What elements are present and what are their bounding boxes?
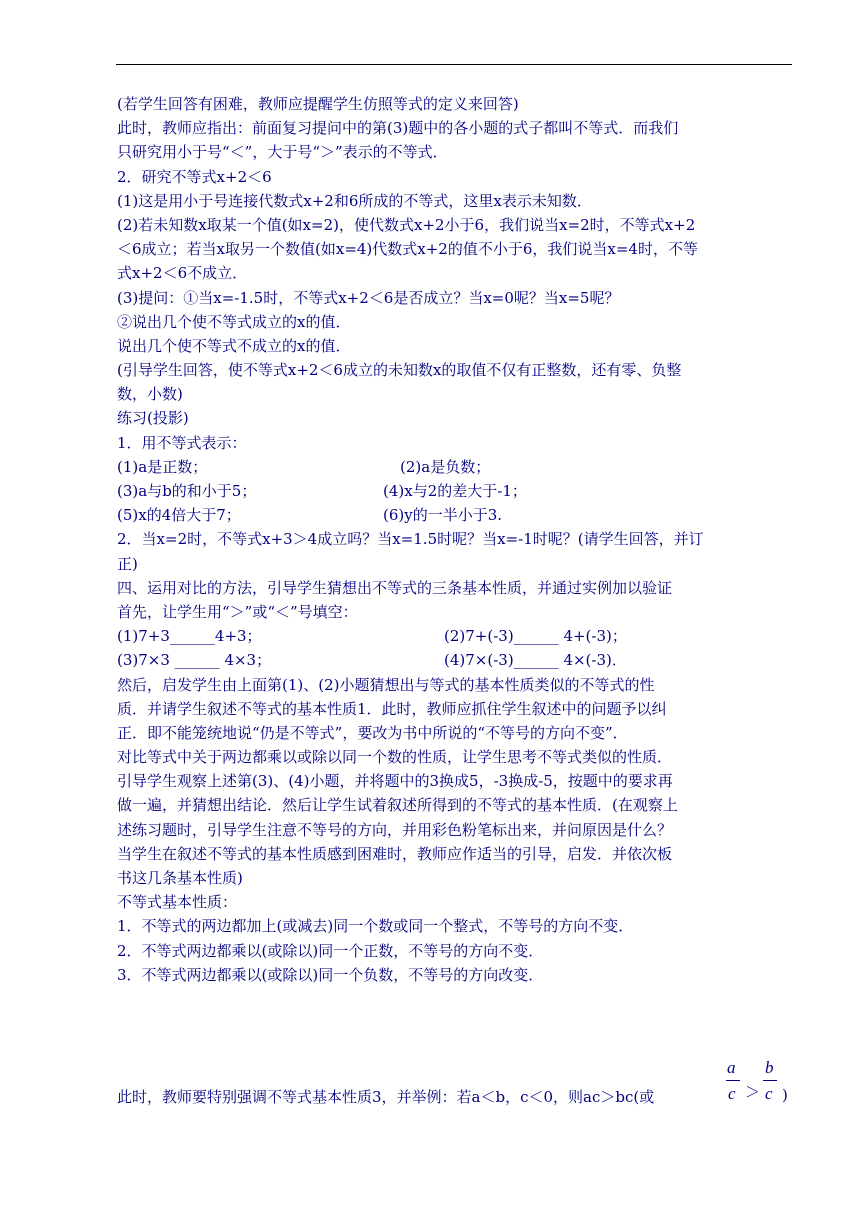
greater-than-sign: ＞ xyxy=(745,1085,761,1101)
text-line: 当学生在叙述不等式的基本性质感到困难时，教师应作适当的引导，启发．并依次板 xyxy=(117,844,673,863)
header-rule xyxy=(116,64,792,65)
text-line: (1)这是用小于号连接代数式x+2和6所成的不等式，这里x表示未知数． xyxy=(117,191,592,210)
text-line: 式x+2＜6不成立． xyxy=(117,264,248,283)
exercise-row xyxy=(117,455,797,479)
text-line: 然后，启发学生由上面第(1)、(2)小题猜想出与等式的基本性质类似的不等式的性 xyxy=(117,675,655,694)
fraction-bar xyxy=(763,1080,777,1081)
text-line: 2．当x=2时，不等式x+3＞4成立吗？当x=1.5时呢？当x=-1时呢？(请学生回答，并订 xyxy=(117,530,704,549)
text-line: 述练习题时，引导学生注意不等号的方向，并用彩色粉笔标出来，并问原因是什么？ xyxy=(117,820,673,839)
text-line: 引导学生观察上述第(3)、(4)小题，并将题中的3换成5，-3换成-5，按题中的要求再 xyxy=(117,772,673,791)
fraction-numerator: a xyxy=(727,1058,736,1077)
text-line: 四、运用对比的方法，引导学生猜想出不等式的三条基本性质，并通过实例加以验证 xyxy=(117,578,673,597)
text-line: 3．不等式两边都乘以(或除以)同一个负数，不等号的方向改变． xyxy=(117,965,544,984)
exercise-row xyxy=(117,648,797,672)
text-line: 练习(投影) xyxy=(117,409,189,428)
text-line: 1．用不等式表示： xyxy=(117,433,247,452)
text-line: 此时，教师应指出：前面复习提问中的第(3)题中的各小题的式子都叫不等式．而我们 xyxy=(117,119,679,138)
text-line: 2．研究不等式x+2＜6 xyxy=(117,167,272,186)
final-line: 此时，教师要特别强调不等式基本性质3，并举例：若a＜b，c＜0，则ac＞bc(或 xyxy=(117,1088,655,1106)
exercise-item: (4)x与2的差大于-1； xyxy=(383,482,527,500)
exercise-item: (4)7×(-3)______ 4×(-3)． xyxy=(444,651,627,670)
exercise-item: (3)7×3 ______ 4×3； xyxy=(117,651,272,670)
exercise-item: (6)y的一半小于3. xyxy=(383,506,503,525)
text-line: 1．不等式的两边都加上(或减去)同一个数或同一个整式，不等号的方向不变． xyxy=(117,917,634,936)
fraction-denominator: c xyxy=(728,1084,736,1103)
closing-paren: ) xyxy=(782,1086,788,1104)
text-line: 只研究用小于号“＜”，大于号“＞”表示的不等式． xyxy=(117,143,448,162)
text-line: 质．并请学生叙述不等式的基本性质1．此时，教师应抓住学生叙述中的问题予以纠 xyxy=(117,699,667,718)
text-line: 不等式基本性质： xyxy=(117,893,238,912)
exercise-item: (1)7+3______4+3； xyxy=(117,627,262,646)
text-line: 说出几个使不等式不成立的x的值． xyxy=(117,336,351,355)
text-line: 正) xyxy=(117,554,138,573)
exercise-item: (2)7+(-3)______ 4+(-3)； xyxy=(444,627,627,646)
text-line: 做一遍，并猜想出结论．然后让学生试着叙述所得到的不等式的基本性质．(在观察上 xyxy=(117,796,678,815)
text-line: 数，小数) xyxy=(117,385,183,404)
text-line: (2)若未知数x取某一个值(如x=2)，使代数式x+2小于6，我们说当x=2时，不等式x+2 xyxy=(117,215,696,234)
exercise-row xyxy=(117,479,797,503)
exercise-row xyxy=(117,624,797,648)
exercise-item: (1)a是正数； xyxy=(117,457,208,476)
exercise-item: (5)x的4倍大于7； xyxy=(117,506,241,525)
fraction-bar xyxy=(726,1080,740,1081)
text-line: 2．不等式两边都乘以(或除以)同一个正数，不等号的方向不变． xyxy=(117,941,544,960)
text-line: ②说出几个使不等式成立的x的值． xyxy=(117,312,351,331)
text-line: 首先，让学生用“＞”或“＜”号填空： xyxy=(117,602,358,621)
text-line: ＜6成立；若当x取另一个数值(如x=4)代数式x+2的值不小于6，我们说当x=4时，不等 xyxy=(117,240,698,259)
text-line: (3)提问：①当x=-1.5时，不等式x+2＜6是否成立？当x=0呢？当x=5呢？ xyxy=(117,288,620,307)
text-line: (若学生回答有困难，教师应提醒学生仿照等式的定义来回答) xyxy=(117,95,519,113)
exercise-item: (3)a与b的和小于5； xyxy=(117,482,257,500)
fraction-numerator: b xyxy=(765,1058,774,1077)
text-line: 书这几条基本性质) xyxy=(117,869,243,887)
fraction-denominator: c xyxy=(765,1084,773,1103)
exercise-item: (2)a是负数； xyxy=(400,457,491,476)
text-line: (引导学生回答，使不等式x+2＜6成立的未知数x的取值不仅有正整数，还有零、负整 xyxy=(117,361,682,380)
body-text xyxy=(117,92,797,987)
text-line: 正．即不能笼统地说“仍是不等式”，要改为书中所说的“不等号的方向不变”． xyxy=(117,723,628,742)
text-line: 对比等式中关于两边都乘以或除以同一个数的性质，让学生思考不等式类似的性质． xyxy=(117,748,673,767)
exercise-row xyxy=(117,503,797,527)
